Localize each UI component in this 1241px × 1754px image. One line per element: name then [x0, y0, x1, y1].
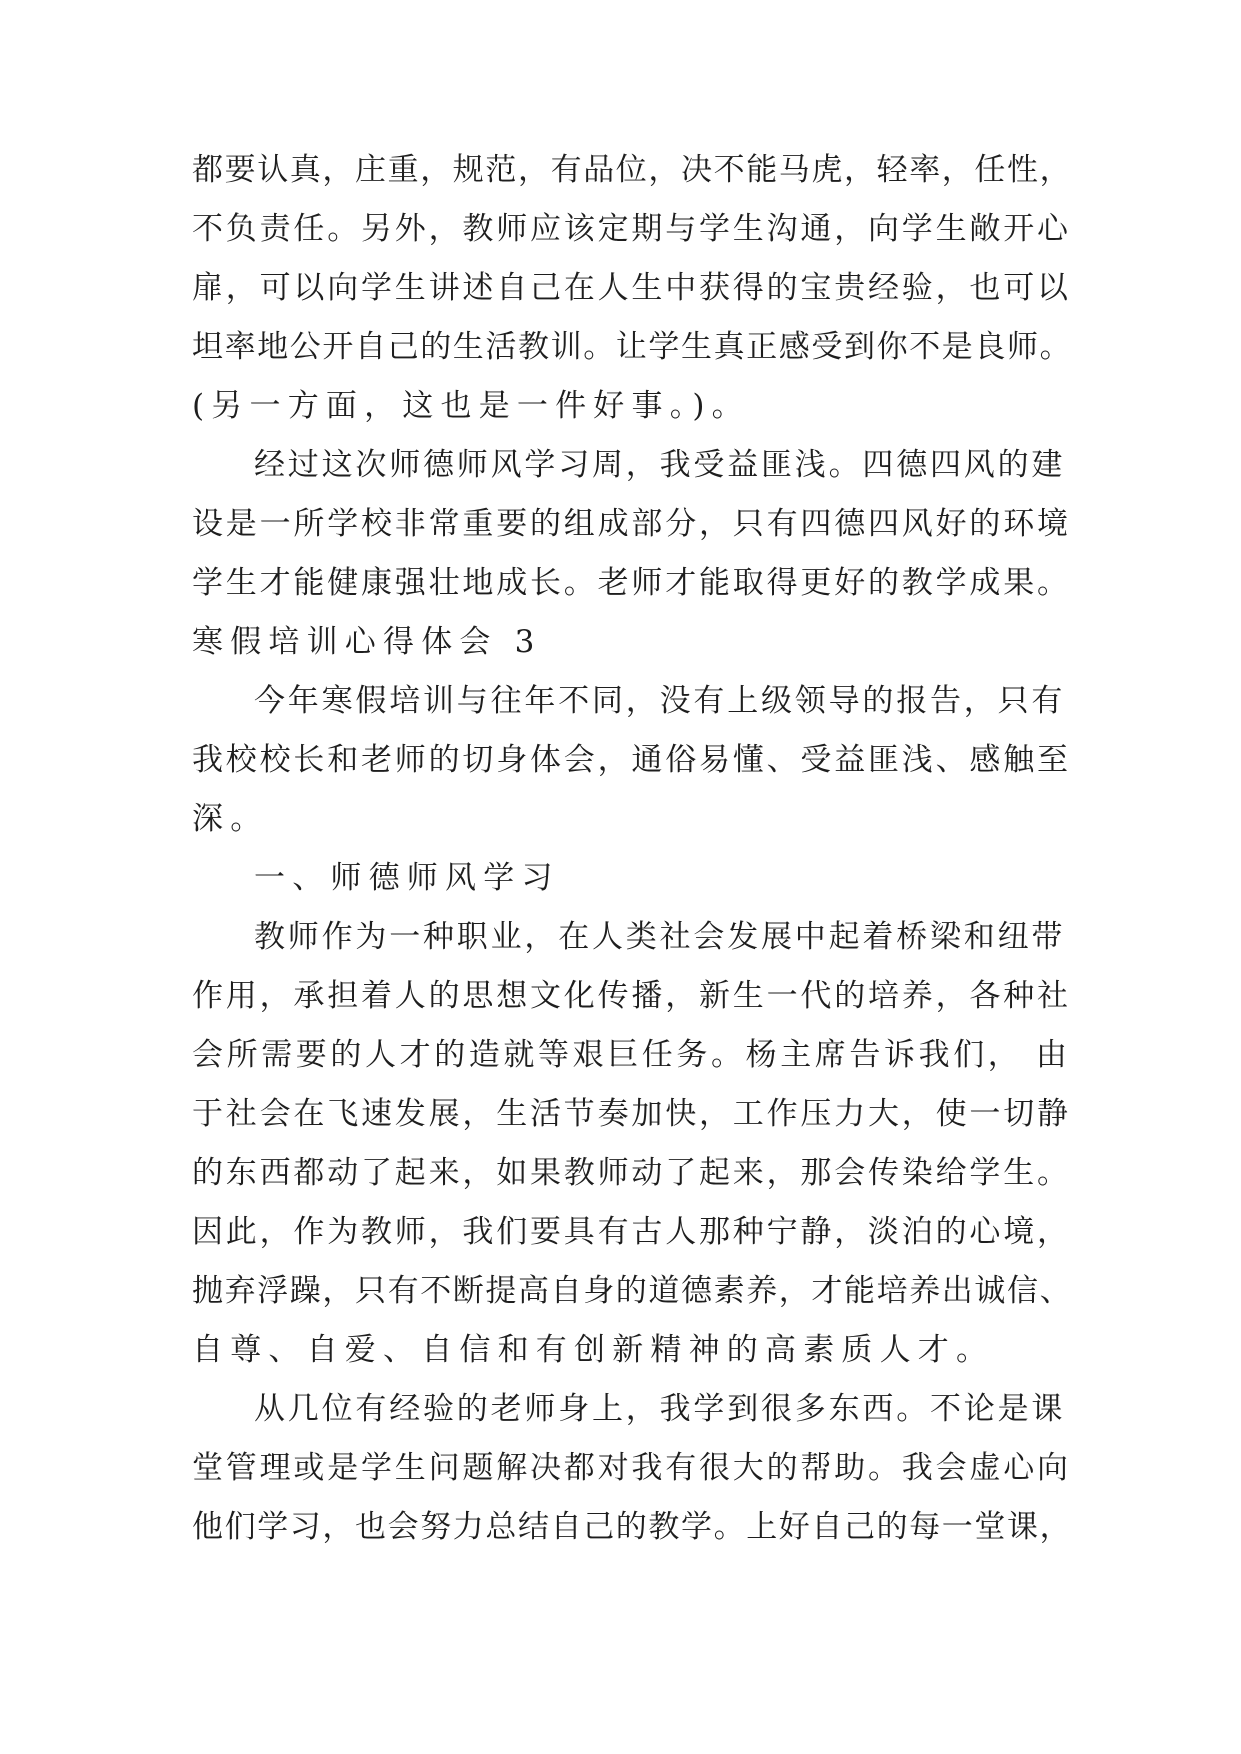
paragraph-first-line: 经过这次师德师风学习周，我受益匪浅。四德四风的建 — [254, 447, 1066, 483]
subsection-heading: 一、师德师风学习 — [254, 860, 560, 896]
paragraph-first-line: 今年寒假培训与往年不同，没有上级领导的报告，只有 — [254, 683, 1066, 719]
text-line: 的东西都动了起来，如果教师动了起来，那会传染给学生。 — [192, 1155, 1071, 1191]
text-line: 抛弃浮躁，只有不断提高自身的道德素养，才能培养出诚信、 — [192, 1273, 1073, 1309]
text-line: 设是一所学校非常重要的组成部分，只有四德四风好的环境 — [192, 506, 1071, 542]
text-line: 作用，承担着人的思想文化传播，新生一代的培养，各种社 — [192, 978, 1071, 1014]
text-line: 他们学习，也会努力总结自己的教学。上好自己的每一堂课， — [192, 1509, 1073, 1545]
text-line: 自尊、自爱、自信和有创新精神的高素质人才。 — [192, 1332, 995, 1368]
text-line: 会所需要的人才的造就等艰巨任务。杨主席告诉我们， 由 — [192, 1037, 1071, 1073]
text-line: (另一方面，这也是一件好事。)。 — [192, 388, 750, 424]
text-line: 我校校长和老师的切身体会，通俗易懂、受益匪浅、感触至 — [192, 742, 1071, 778]
text-line: 扉，可以向学生讲述自己在人生中获得的宝贵经验，也可以 — [192, 270, 1071, 306]
text-line: 因此，作为教师，我们要具有古人那种宁静，淡泊的心境， — [192, 1214, 1071, 1250]
text-line: 深。 — [192, 801, 269, 837]
paragraph-first-line: 从几位有经验的老师身上，我学到很多东西。不论是课 — [254, 1391, 1066, 1427]
text-line: 不负责任。另外，教师应该定期与学生沟通，向学生敞开心 — [192, 211, 1071, 247]
text-line: 堂管理或是学生问题解决都对我有很大的帮助。我会虚心向 — [192, 1450, 1071, 1486]
text-line: 都要认真，庄重，规范，有品位，决不能马虎，轻率，任性， — [192, 152, 1073, 188]
section-heading: 寒假培训心得体会 3 — [192, 624, 542, 660]
text-line: 学生才能健康强壮地成长。老师才能取得更好的教学成果。 — [192, 565, 1071, 601]
text-line: 坦率地公开自己的生活教训。让学生真正感受到你不是良师。 — [192, 329, 1073, 365]
paragraph-first-line: 教师作为一种职业，在人类社会发展中起着桥梁和纽带 — [254, 919, 1066, 955]
text-line: 于社会在飞速发展，生活节奏加快，工作压力大，使一切静 — [192, 1096, 1071, 1132]
